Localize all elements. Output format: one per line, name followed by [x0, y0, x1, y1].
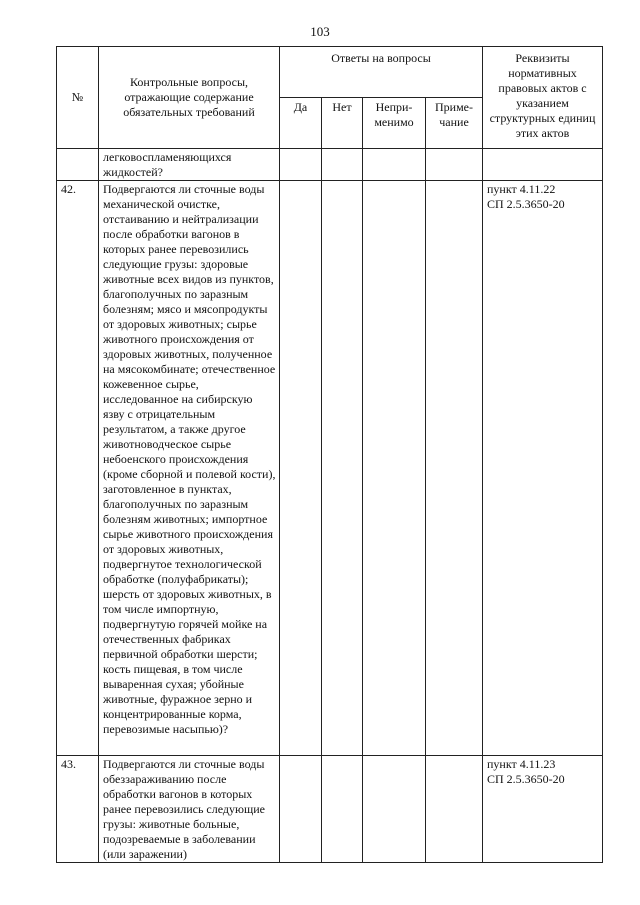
answer-note-cell[interactable]: [426, 181, 483, 756]
header-answers: Ответы на вопросы: [280, 47, 483, 98]
answer-not-applicable-cell[interactable]: [363, 149, 426, 181]
header-number: №: [57, 47, 99, 149]
page-number: 103: [310, 24, 330, 39]
row-question: Подвергаются ли сточные воды механической очистке, отстаиванию и нейтрализации после обработки вагонов в которых ранее перевозились следующие грузы: здоровые животные всех видов из пунктов, благополучных по заразным болезням; мясо и мясопродукты от здоровых животных; сырье животного происхождения от здоровых животных, полученное на мясокомбинате; отечественное кожевенное сырье, исследованное на сибирскую язву с отрицательным результатом, а также другое животноводческое сырье небоенского происхождения (кроме сборной и полевой кости), заготовленное в пунктах, благополучных по заразным болезням животных; импортное сырье животного происхождения от здоровых животных, подвергнутое технологической обработке (полуфабрикаты); шерсть от здоровых животных, в том числе импортную, подвергнутую горячей мойке на отечественных фабриках первичной обработки шерсти; кость пищевая, в том числе вываренная сухая; убойные животные, фуражное зерно и концентрированные корма, перевозимые насыпью)?: [99, 181, 280, 756]
header-yes: Да: [280, 98, 322, 149]
row-reference: [483, 756, 603, 863]
row-number: [57, 149, 99, 181]
answer-no-cell[interactable]: [322, 181, 363, 756]
table-row: [57, 181, 603, 756]
reference-clause: пункт 4.11.23: [487, 757, 556, 771]
answer-no-cell[interactable]: [322, 149, 363, 181]
answer-yes-cell[interactable]: [280, 149, 322, 181]
reference-act: СП 2.5.3650-20: [487, 772, 565, 786]
header-not-applicable: Непри-менимо: [363, 98, 426, 149]
reference-act: СП 2.5.3650-20: [487, 197, 565, 211]
row-question: Подвергаются ли сточные воды обеззараживанию после обработки вагонов в которых ранее перевозились следующие грузы: животные больные, подозреваемые в заболевании (или заражении): [99, 756, 280, 863]
header-note: Приме-чание: [426, 98, 483, 149]
row-reference: [483, 149, 603, 181]
table-row: [57, 756, 603, 863]
row-reference: [483, 181, 603, 756]
answer-yes-cell[interactable]: [280, 756, 322, 863]
answer-yes-cell[interactable]: [280, 181, 322, 756]
answer-no-cell[interactable]: [322, 756, 363, 863]
answer-not-applicable-cell[interactable]: [363, 181, 426, 756]
row-question: легковоспламеняющихся жидкостей?: [99, 149, 280, 181]
table-row: [57, 149, 603, 181]
reference-clause: пункт 4.11.22: [487, 182, 556, 196]
requirements-checklist-table: [56, 46, 603, 863]
answer-note-cell[interactable]: [426, 149, 483, 181]
answer-note-cell[interactable]: [426, 756, 483, 863]
header-requisites: Реквизиты нормативных правовых актов с указанием структурных единиц этих актов: [483, 47, 603, 149]
row-number: 42.: [57, 181, 99, 756]
answer-not-applicable-cell[interactable]: [363, 756, 426, 863]
header-row-top: [57, 47, 603, 98]
row-number: 43.: [57, 756, 99, 863]
header-no: Нет: [322, 98, 363, 149]
header-question: Контрольные вопросы, отражающие содержание обязательных требований: [99, 47, 280, 149]
